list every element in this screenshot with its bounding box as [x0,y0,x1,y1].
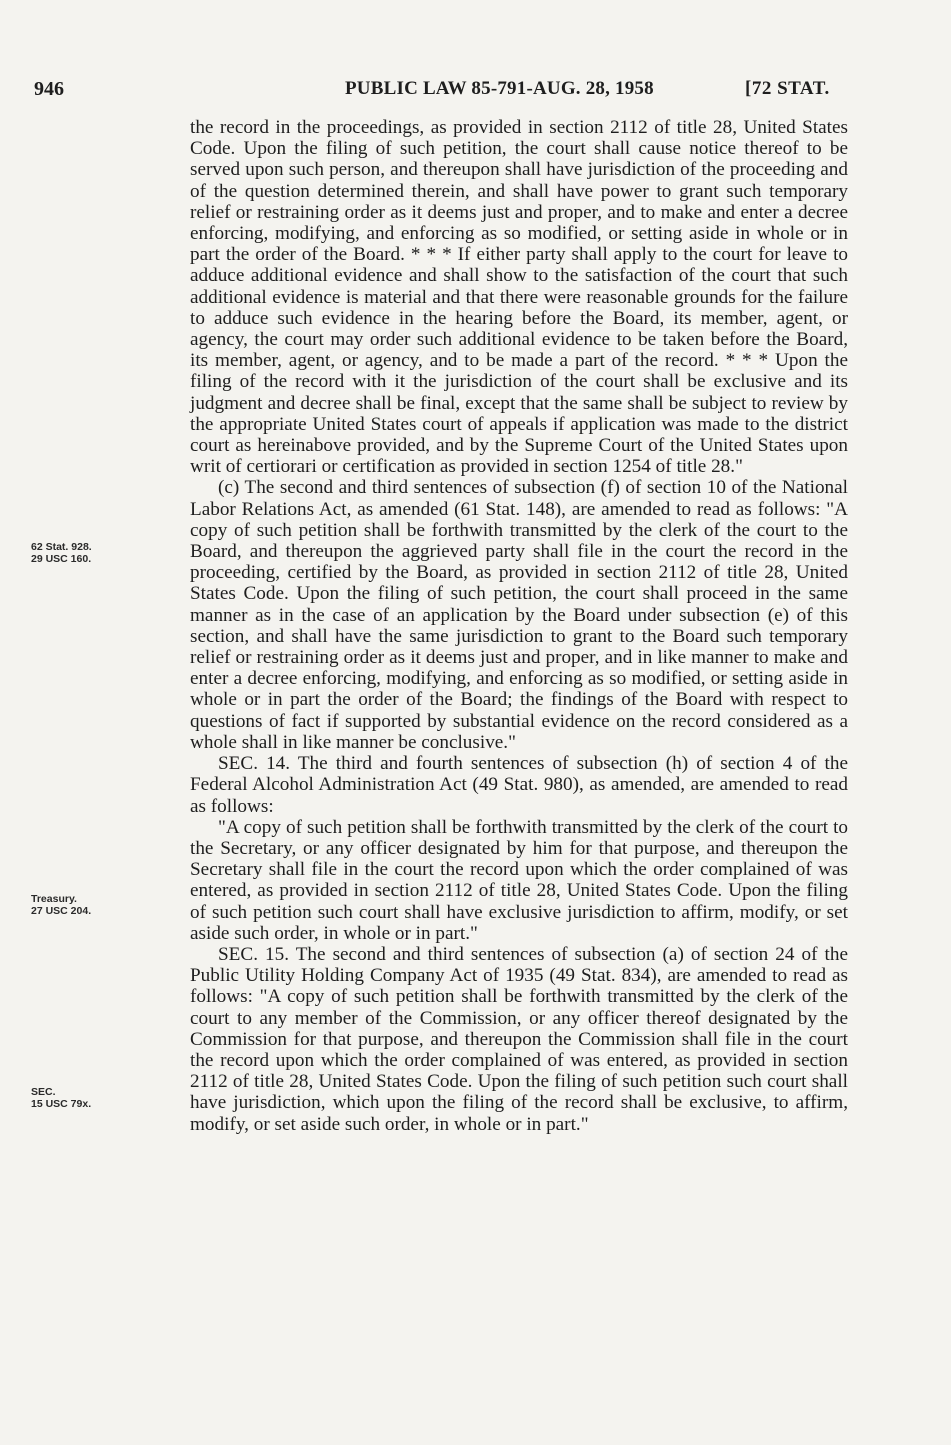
margin-citation-treasury [31,893,161,917]
margin-citation-sec [31,1086,161,1110]
paragraph-subsection-c: (c) The second and third sentences of subsection (f) of section 10 of the National Labor Relations Act, as amended (61 Stat. 148), are amended to read as follows: "A copy of such petition shall be forthwith transmitted by the clerk of the court to the Board, and thereupon the aggrieved party shall file in the court the record in the proceeding, certified by the Board, as provided in section 2112 of title 28, United States Code. Upon the filing of such petition, the court shall proceed in the same manner as in the case of an application by the Board under subsection (e) of this section, and shall have the same jurisdiction to grant to the Board such temporary relief or restraining order as it deems just and proper, and in like manner to make and enter a decree enforcing, modifying, and enforcing as so modified, or setting aside in whole or in part the order of the Board; the findings of the Board with respect to questions of fact if supported by substantial evidence on the record considered as a whole shall in like manner be conclusive." [190,477,848,753]
page-header [0,78,951,102]
margin-citation-line: 27 USC 204. [31,905,92,917]
paragraph-sec-14: SEC. 14. The third and fourth sentences of subsection (h) of section 4 of the Federal Alcohol Administration Act (49 Stat. 980), as amended, are amended to read as follows: [190,753,848,817]
running-title: PUBLIC LAW 85-791-AUG. 28, 1958 [345,78,654,99]
margin-citation-line: 29 USC 160. [31,553,92,565]
margin-citation-line: 62 Stat. 928. [31,541,92,553]
paragraph-sec-14-quote: "A copy of such petition shall be forthwith transmitted by the clerk of the court to the Secretary, or any officer designated by him for that purpose, and thereupon the Secretary shall file in the court the record upon which the order complained of was entered, as provided in section 2112 of title 28, United States Code. Upon the filing of such petition such court shall have exclusive jurisdiction to affirm, modify, or set aside such order, in whole or in part." [190,816,848,944]
margin-citation-line: 15 USC 79x. [31,1098,92,1110]
margin-citation-line: SEC. [31,1086,56,1098]
volume-reference: [72 STAT. [745,78,830,99]
document-body [190,117,848,1135]
paragraph-continuation: the record in the proceedings, as provided in section 2112 of title 28, United States Code. Upon the filing of such petition, the court shall cause notice thereof to be served upon such person, and thereupon shall have jurisdiction of the proceeding and of the question determined therein, and shall have power to grant such temporary relief or restraining order as it deems just and proper, and to make and enter a decree enforcing, modifying, and enforcing as so modified, or setting aside in whole or in part the order of the Board. * * * If either party shall apply to the court for leave to adduce additional evidence and shall show to the satisfaction of the court that such additional evidence is material and that there were reasonable grounds for the failure to adduce such evidence in the hearing before the Board, its member, agent, or agency, the court may order such additional evidence to be taken before the Board, its member, agent, or agency, and to be made a part of the record. * * * Upon the filing of the record with it the jurisdiction of the court shall be exclusive and its judgment and decree shall be final, except that the same shall be subject to review by the appropriate United States court of appeals if application was made to the district court as hereinabove provided, and by the Supreme Court of the United States upon writ of certiorari or certification as provided in section 1254 of title 28." [190,117,848,478]
paragraph-sec-15: SEC. 15. The second and third sentences of subsection (a) of section 24 of the Public Utility Holding Company Act of 1935 (49 Stat. 834), are amended to read as follows: "A copy of such petition shall be forthwith transmitted by the clerk of the court to any member of the Commission, or any officer thereof designated by the Commission for that purpose, and thereupon the Commission shall file in the court the record upon which the order complained of was entered, as provided in section 2112 of title 28, United States Code. Upon the filing of such petition such court shall have jurisdiction, which upon the filing of the record shall be exclusive, to affirm, modify, or set aside such order, in whole or in part." [190,943,848,1135]
page-number: 946 [34,78,64,100]
margin-citation-line: Treasury. [31,893,77,905]
margin-citation-nlra [31,541,161,565]
